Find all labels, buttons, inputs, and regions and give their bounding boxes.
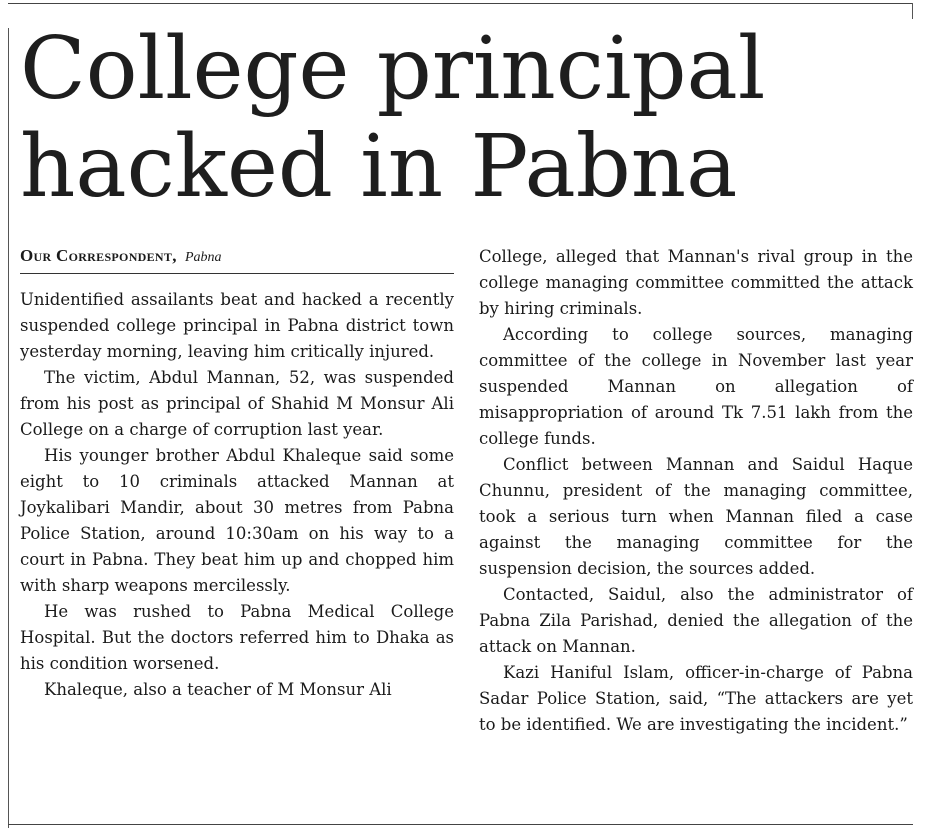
bottom-rule	[8, 824, 913, 825]
paragraph: He was rushed to Pabna Medical College Hospital. But the doctors referred him to Dhaka as his condition worsened.	[20, 602, 454, 673]
paragraph: His younger brother Abdul Khaleque said some eight to 10 criminals attacked Mannan at Joykalibari Mandir, about 30 metres from Pabna Police Station, around 10:30am on his way to a court in Pabna. They beat him up and chopped him with sharp weapons mercilessly.	[20, 446, 454, 595]
right-rule	[912, 3, 913, 19]
article-column-1	[20, 287, 454, 703]
left-rule	[8, 28, 9, 828]
paragraph: According to college sources, managing committee of the college in November last year suspended Mannan on allegation of misappropriation of around Tk 7.51 lakh from the college funds.	[479, 325, 913, 448]
paragraph: Unidentified assailants beat and hacked a recently suspended college principal in Pabna district town yesterday morning, leaving him critically injured.	[20, 290, 454, 361]
paragraph: Kazi Haniful Islam, officer-in-charge of Pabna Sadar Police Station, said, “The attackers are yet to be identified. We are investigating the incident.”	[479, 663, 913, 734]
paragraph: Conflict between Mannan and Saidul Haque Chunnu, president of the managing committee, took a serious turn when Mannan filed a case against the managing committee for the suspension decision, the sources added.	[479, 455, 913, 578]
paragraph: Khaleque, also a teacher of M Monsur Ali	[44, 680, 392, 699]
paragraph: College, alleged that Mannan's rival group in the college managing committee committed the attack by hiring criminals.	[479, 247, 913, 318]
byline	[20, 244, 454, 274]
paragraph: The victim, Abdul Mannan, 52, was suspended from his post as principal of Shahid M Monsur Ali College on a charge of corruption last year.	[20, 368, 454, 439]
byline-author: Our Correspondent,	[20, 246, 177, 265]
headline: College principal hacked in Pabna	[20, 19, 766, 217]
article-column-2	[479, 244, 913, 738]
top-rule	[8, 3, 913, 4]
paragraph: Contacted, Saidul, also the administrator of Pabna Zila Parishad, denied the allegation of the attack on Mannan.	[479, 585, 913, 656]
byline-place: Pabna	[185, 250, 222, 265]
